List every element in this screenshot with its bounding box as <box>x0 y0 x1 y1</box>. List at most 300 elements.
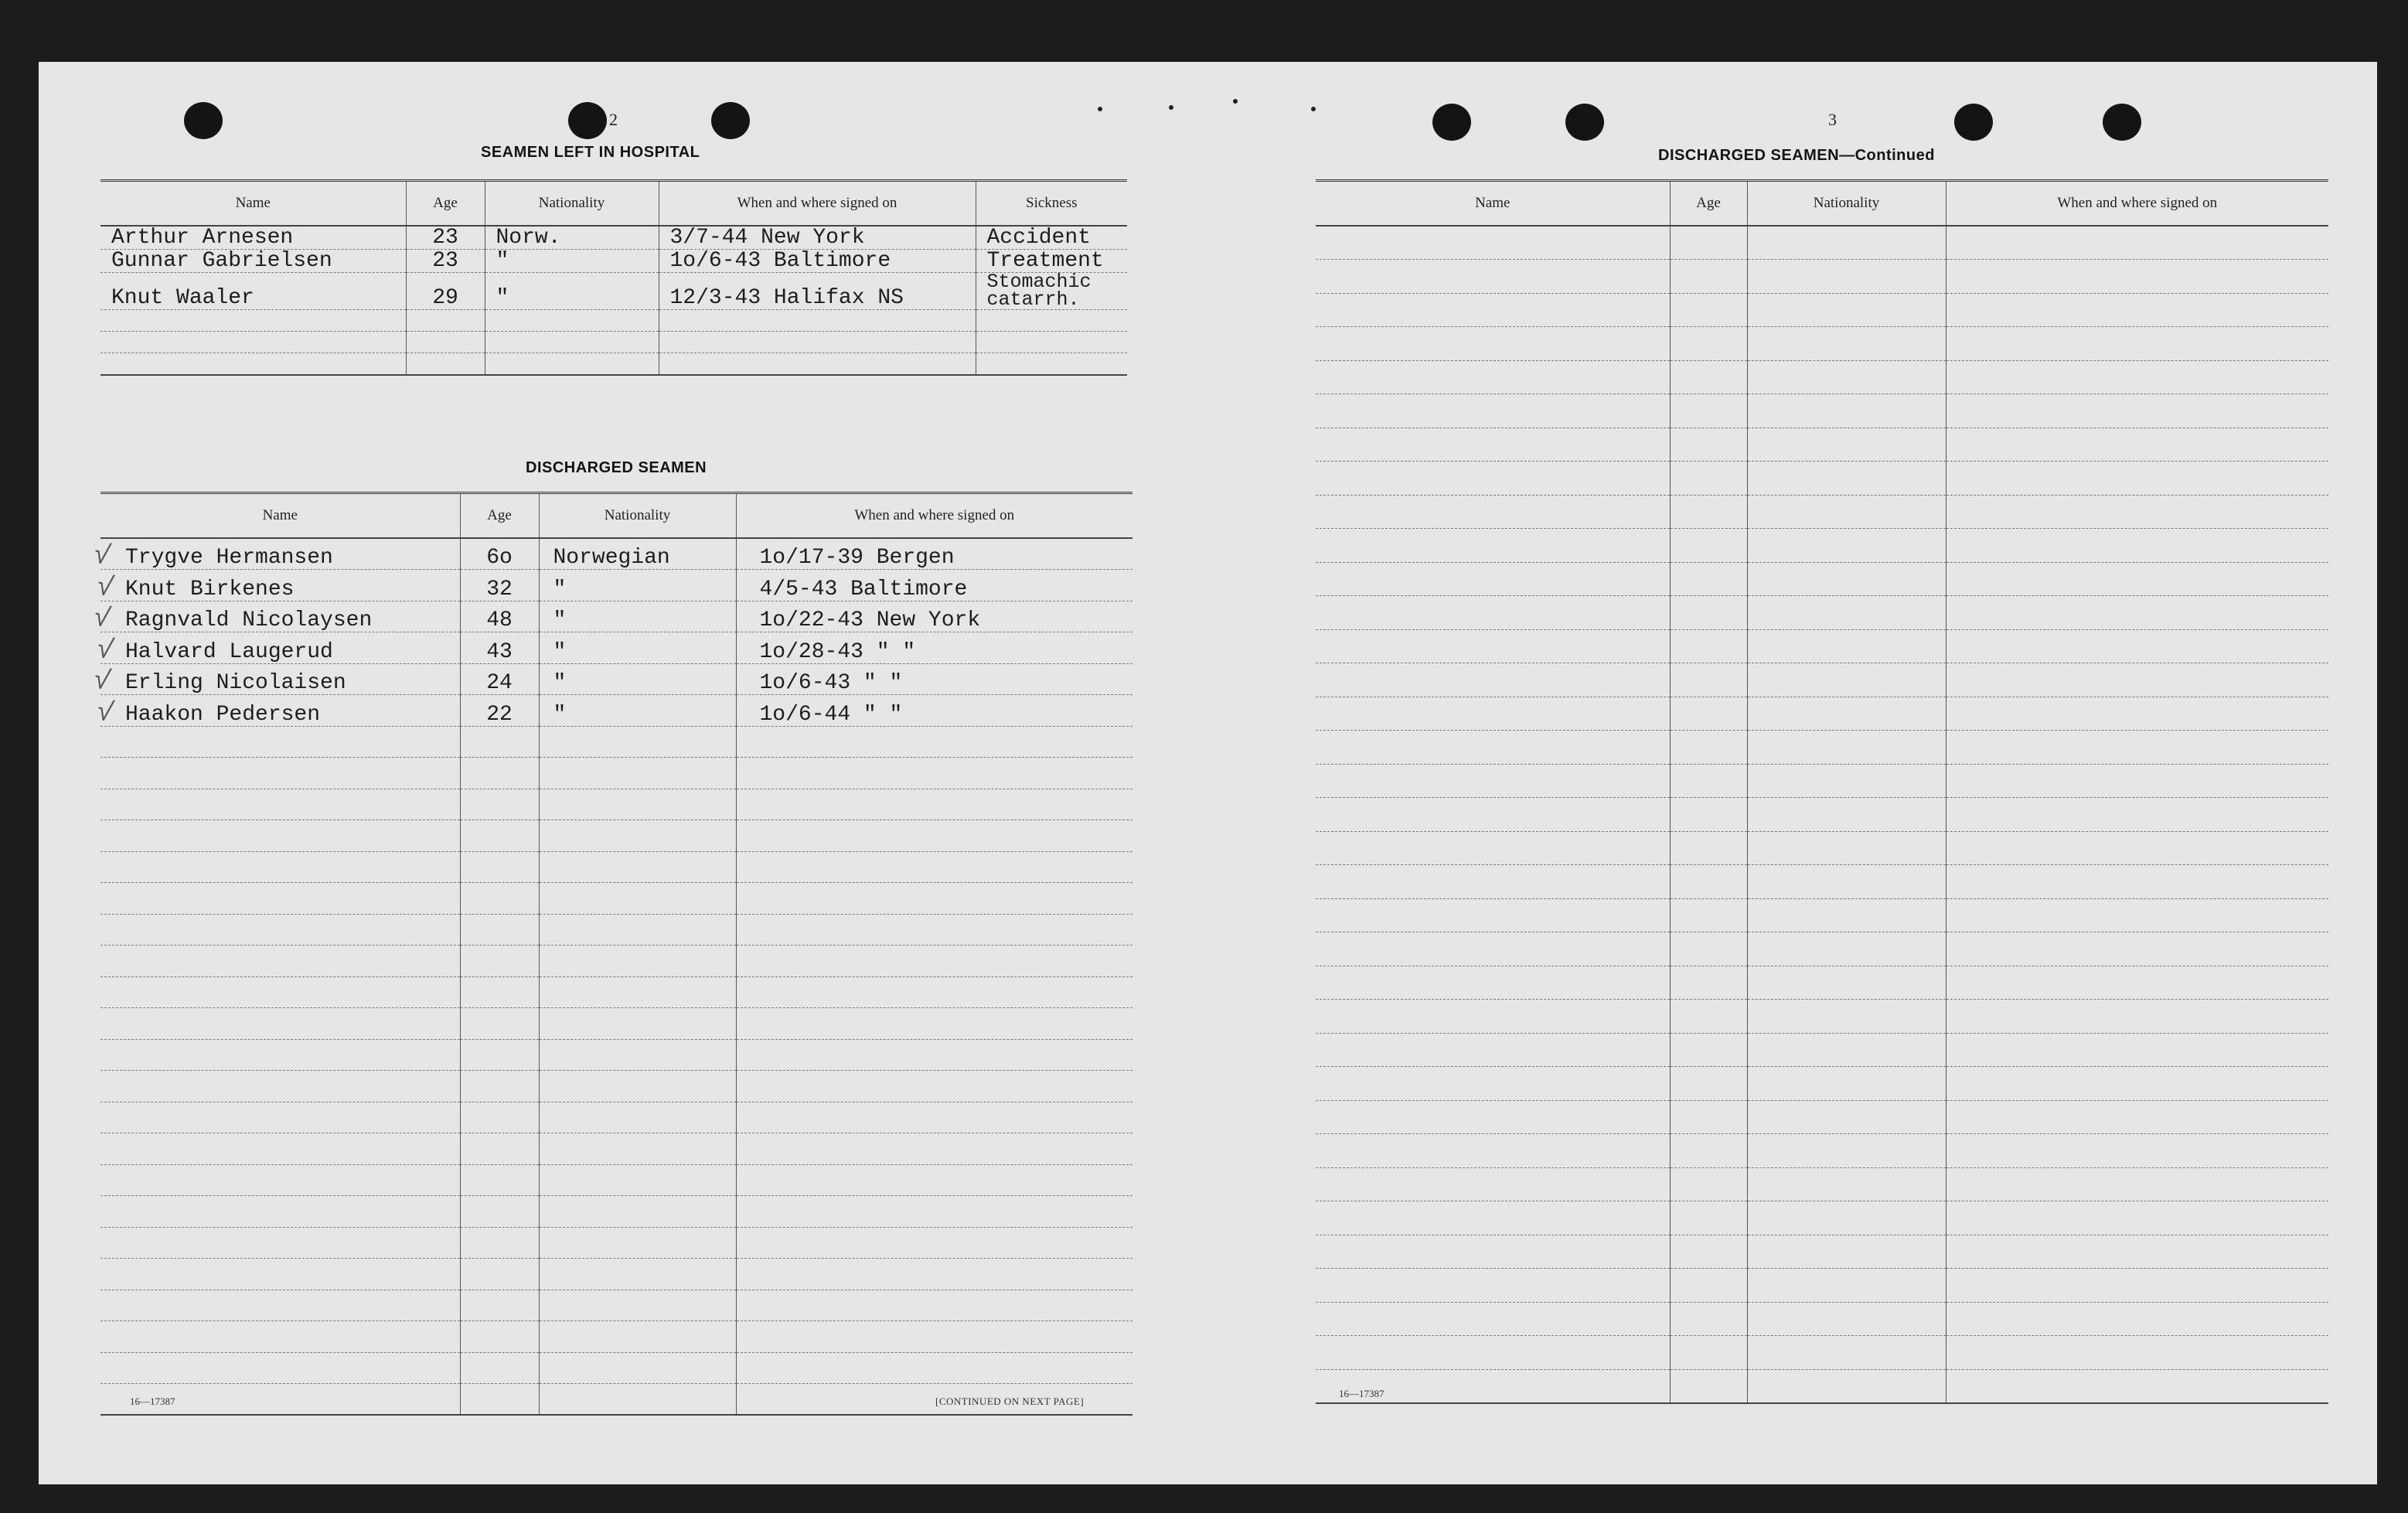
table-row <box>100 1071 1132 1102</box>
table-cell <box>1747 1235 1946 1269</box>
table-cell <box>460 1290 539 1321</box>
table-row <box>1316 898 2328 932</box>
column-header-sickness: Sickness <box>976 181 1127 227</box>
column-header-name: Name <box>100 493 460 539</box>
table-cell <box>460 1071 539 1102</box>
table-cell <box>1316 1100 1670 1134</box>
table-cell <box>1946 1201 2328 1235</box>
table-cell <box>736 1290 1132 1321</box>
table-cell <box>1670 663 1747 697</box>
table-cell <box>736 1164 1132 1196</box>
table-row <box>100 272 1127 310</box>
table-cell <box>460 789 539 820</box>
check-mark: √ <box>91 537 113 571</box>
table-row <box>100 1164 1132 1196</box>
table-cell <box>1316 1033 1670 1067</box>
table-cell <box>1316 226 1670 260</box>
table-cell: " <box>539 632 736 664</box>
table-cell <box>1747 462 1946 496</box>
table-cell <box>1670 562 1747 596</box>
table-cell <box>1747 932 1946 966</box>
table-cell <box>1747 327 1946 361</box>
table-cell <box>460 1196 539 1228</box>
table-cell <box>1747 1000 1946 1034</box>
table-cell <box>460 1039 539 1071</box>
table-cell: Haakon Pedersen <box>100 695 460 727</box>
table-cell <box>1316 1235 1670 1269</box>
table-cell: 3/7-44 New York <box>659 226 976 249</box>
table-cell <box>736 851 1132 883</box>
table-cell <box>1747 1302 1946 1336</box>
table-cell <box>100 1321 460 1353</box>
table-cell <box>1670 1033 1747 1067</box>
table-row <box>1316 1067 2328 1101</box>
table-cell <box>100 1133 460 1165</box>
hospital-table <box>100 179 1127 376</box>
table-cell <box>1670 966 1747 1000</box>
table-cell <box>1316 293 1670 327</box>
table-cell <box>736 883 1132 915</box>
table-cell <box>1946 697 2328 731</box>
table-cell <box>1747 428 1946 462</box>
table-cell: Arthur Arnesen <box>100 226 406 249</box>
table-cell <box>539 1102 736 1133</box>
table-row <box>100 1008 1132 1040</box>
table-cell <box>1670 865 1747 899</box>
table-cell <box>1670 260 1747 294</box>
table-cell <box>1670 629 1747 663</box>
check-mark: √ <box>91 662 113 697</box>
table-cell <box>1316 360 1670 394</box>
table-cell <box>1670 1336 1747 1370</box>
table-cell <box>736 1259 1132 1290</box>
table-cell: Knut Waaler <box>100 272 406 310</box>
punch-hole <box>568 102 607 139</box>
table-cell <box>100 332 406 353</box>
column-header-when-and-where-signed-on: When and where signed on <box>736 493 1132 539</box>
table-cell <box>1316 1067 1670 1101</box>
table-cell <box>460 1384 539 1416</box>
table-cell <box>539 883 736 915</box>
table-cell <box>406 332 485 353</box>
table-cell <box>1747 1269 1946 1303</box>
table-cell <box>1946 1336 2328 1370</box>
table-cell <box>100 726 460 758</box>
table-cell: 22 <box>460 695 539 727</box>
table-cell <box>1747 1201 1946 1235</box>
table-cell <box>1316 764 1670 798</box>
table-cell <box>539 1196 736 1228</box>
table-cell <box>1670 898 1747 932</box>
table-cell <box>1747 731 1946 765</box>
table-cell <box>736 820 1132 852</box>
table-cell <box>736 1352 1132 1384</box>
table-row <box>1316 1201 2328 1235</box>
table-cell <box>1316 663 1670 697</box>
table-row <box>1316 1100 2328 1134</box>
table-cell <box>539 820 736 852</box>
table-cell <box>1316 1000 1670 1034</box>
table-row <box>1316 1000 2328 1034</box>
table-cell <box>100 1196 460 1228</box>
table-cell <box>736 726 1132 758</box>
table-cell <box>1316 327 1670 361</box>
table-cell <box>1316 798 1670 832</box>
table-cell <box>1316 697 1670 731</box>
table-cell <box>1946 360 2328 394</box>
table-row <box>1316 1033 2328 1067</box>
table-row <box>1316 1167 2328 1201</box>
table-cell <box>100 1352 460 1384</box>
table-cell <box>460 726 539 758</box>
table-cell <box>736 1227 1132 1259</box>
column-header-when-and-where-signed-on: When and where signed on <box>1946 181 2328 227</box>
table-cell <box>1747 697 1946 731</box>
table-cell: Norwegian <box>539 538 736 570</box>
table-cell <box>100 976 460 1008</box>
table-cell <box>100 1039 460 1071</box>
table-cell <box>539 1227 736 1259</box>
table-cell <box>100 851 460 883</box>
table-cell <box>1747 764 1946 798</box>
table-cell <box>1670 798 1747 832</box>
column-header-age: Age <box>460 493 539 539</box>
table-row <box>100 1259 1132 1290</box>
table-cell <box>736 914 1132 946</box>
table-cell: 23 <box>406 226 485 249</box>
table-cell <box>100 789 460 820</box>
table-cell <box>1946 1067 2328 1101</box>
table-cell <box>736 946 1132 977</box>
continued-note: [CONTINUED ON NEXT PAGE] <box>935 1395 1085 1407</box>
table-row <box>100 883 1132 915</box>
table-cell <box>539 789 736 820</box>
table-cell <box>736 1071 1132 1102</box>
table-row <box>100 758 1132 789</box>
table-cell <box>1946 562 2328 596</box>
table-cell <box>539 914 736 946</box>
table-cell <box>1316 1302 1670 1336</box>
table-cell <box>1670 360 1747 394</box>
table-cell <box>460 976 539 1008</box>
table-cell <box>1670 596 1747 630</box>
table-cell <box>1316 1167 1670 1201</box>
table-cell <box>100 310 406 332</box>
table-cell <box>539 1133 736 1165</box>
table-cell: " <box>485 272 659 310</box>
page-number: 2 <box>609 110 618 129</box>
table-cell <box>1946 966 2328 1000</box>
table-row <box>100 332 1127 353</box>
table-cell <box>1670 1302 1747 1336</box>
table-cell <box>1747 529 1946 563</box>
table-row <box>100 1290 1132 1321</box>
table-cell: 1o/6-43 Baltimore <box>659 249 976 272</box>
table-cell <box>539 851 736 883</box>
table-cell <box>460 1259 539 1290</box>
table-row <box>1316 1336 2328 1370</box>
table-cell <box>1946 798 2328 832</box>
table-cell <box>485 310 659 332</box>
table-cell <box>460 1133 539 1165</box>
table-cell: Knut Birkenes <box>100 570 460 601</box>
table-cell: 43 <box>460 632 539 664</box>
table-cell <box>539 1321 736 1353</box>
table-cell <box>1670 428 1747 462</box>
table-cell <box>460 1352 539 1384</box>
table-cell <box>1946 428 2328 462</box>
check-mark: √ <box>94 693 116 728</box>
table-cell <box>539 1259 736 1290</box>
table-cell: Ragnvald Nicolaysen <box>100 601 460 632</box>
table-cell <box>100 758 460 789</box>
table-row <box>100 1352 1132 1384</box>
table-cell <box>1316 831 1670 865</box>
table-cell <box>1946 394 2328 428</box>
table-cell <box>1316 495 1670 529</box>
table-row <box>100 946 1132 977</box>
table-cell <box>1316 731 1670 765</box>
table-cell <box>1670 529 1747 563</box>
table-cell <box>539 1039 736 1071</box>
table-row <box>100 1102 1132 1133</box>
table-cell <box>1747 1100 1946 1134</box>
table-cell: Trygve Hermansen <box>100 538 460 570</box>
punch-hole <box>1432 104 1471 141</box>
form-number: 16—17387 <box>1339 1388 1385 1399</box>
table-cell: Erling Nicolaisen <box>100 663 460 695</box>
table-cell <box>100 1102 460 1133</box>
table-cell <box>1946 1000 2328 1034</box>
table-cell <box>1670 394 1747 428</box>
table-cell <box>1670 831 1747 865</box>
table-cell <box>1670 495 1747 529</box>
table-cell <box>460 1321 539 1353</box>
punch-hole <box>711 102 750 139</box>
table-cell <box>1946 663 2328 697</box>
punch-hole <box>184 102 223 139</box>
table-cell <box>1670 1167 1747 1201</box>
table-cell: 1o/28-43 " " <box>736 632 1132 664</box>
table-cell: 23 <box>406 249 485 272</box>
table-cell <box>1670 1134 1747 1168</box>
check-mark: √ <box>91 599 113 634</box>
table-cell <box>1946 731 2328 765</box>
table-cell <box>539 1384 736 1416</box>
table-cell <box>100 1071 460 1102</box>
table-cell <box>1946 865 2328 899</box>
discharged-continued-table <box>1316 179 2328 1404</box>
table-cell <box>1747 1369 1946 1403</box>
table-cell <box>1747 798 1946 832</box>
table-cell <box>736 1196 1132 1228</box>
table-cell <box>1747 1134 1946 1168</box>
column-header-name: Name <box>1316 181 1670 227</box>
page-number: 3 <box>1828 110 1837 129</box>
punch-hole <box>2103 104 2141 141</box>
table-row <box>1316 1235 2328 1269</box>
table-cell <box>460 883 539 915</box>
table-cell <box>460 1227 539 1259</box>
table-cell: 24 <box>460 663 539 695</box>
table-cell: 1o/22-43 New York <box>736 601 1132 632</box>
table-cell <box>100 1008 460 1040</box>
column-header-when-and-where-signed-on: When and where signed on <box>659 181 976 227</box>
table-cell <box>485 353 659 375</box>
table-row <box>1316 293 2328 327</box>
table-row <box>100 570 1132 601</box>
table-cell: Norw. <box>485 226 659 249</box>
table-row <box>1316 764 2328 798</box>
table-cell <box>736 1039 1132 1071</box>
table-cell <box>1747 562 1946 596</box>
table-cell <box>1946 629 2328 663</box>
table-row <box>1316 831 2328 865</box>
hospital-section-title: SEAMEN LEFT IN HOSPITAL <box>481 144 700 161</box>
table-cell: " <box>539 663 736 695</box>
table-cell <box>1946 1100 2328 1134</box>
table-cell <box>539 1008 736 1040</box>
table-cell <box>1316 1269 1670 1303</box>
table-cell <box>1747 394 1946 428</box>
table-cell <box>539 726 736 758</box>
table-cell <box>1316 932 1670 966</box>
table-row <box>1316 1302 2328 1336</box>
table-cell <box>1316 865 1670 899</box>
table-cell: 4/5-43 Baltimore <box>736 570 1132 601</box>
table-cell <box>539 1071 736 1102</box>
table-cell <box>539 758 736 789</box>
form-number: 16—17387 <box>130 1395 175 1407</box>
table-cell <box>1670 327 1747 361</box>
table-cell: 48 <box>460 601 539 632</box>
table-row <box>1316 428 2328 462</box>
table-cell <box>1316 260 1670 294</box>
table-row <box>100 820 1132 852</box>
table-cell <box>1670 1235 1747 1269</box>
table-cell <box>539 1352 736 1384</box>
table-cell <box>460 820 539 852</box>
table-cell <box>100 353 406 375</box>
table-cell: Stomachic catarrh. <box>976 272 1127 310</box>
table-cell <box>1670 226 1747 260</box>
punch-hole <box>1954 104 1993 141</box>
table-row <box>1316 1269 2328 1303</box>
column-header-age: Age <box>1670 181 1747 227</box>
table-cell <box>736 1008 1132 1040</box>
table-cell <box>1747 293 1946 327</box>
table-row <box>1316 697 2328 731</box>
table-row <box>100 789 1132 820</box>
table-cell: 1o/6-43 " " <box>736 663 1132 695</box>
table-cell <box>100 820 460 852</box>
table-cell: 1o/6-44 " " <box>736 695 1132 727</box>
table-cell <box>1670 293 1747 327</box>
table-cell: 12/3-43 Halifax NS <box>659 272 976 310</box>
table-cell <box>1946 1033 2328 1067</box>
table-cell <box>1747 596 1946 630</box>
table-cell <box>1670 731 1747 765</box>
table-cell: Gunnar Gabrielsen <box>100 249 406 272</box>
table-cell <box>736 976 1132 1008</box>
table-cell <box>1946 764 2328 798</box>
table-row <box>1316 629 2328 663</box>
table-cell <box>460 1008 539 1040</box>
table-row <box>1316 731 2328 765</box>
table-cell <box>1670 1100 1747 1134</box>
table-cell <box>460 1102 539 1133</box>
table-cell <box>736 1321 1132 1353</box>
table-cell <box>539 976 736 1008</box>
table-row <box>1316 966 2328 1000</box>
table-cell <box>1946 1302 2328 1336</box>
table-cell <box>1946 260 2328 294</box>
table-cell <box>1946 831 2328 865</box>
table-cell <box>1670 1067 1747 1101</box>
column-header-age: Age <box>406 181 485 227</box>
table-cell <box>1316 1134 1670 1168</box>
table-row <box>100 1039 1132 1071</box>
table-cell <box>1946 1269 2328 1303</box>
table-cell <box>1670 462 1747 496</box>
table-cell <box>1747 966 1946 1000</box>
table-row <box>1316 529 2328 563</box>
table-row <box>100 976 1132 1008</box>
table-cell <box>976 353 1127 375</box>
table-cell <box>1316 562 1670 596</box>
table-row <box>1316 327 2328 361</box>
table-row <box>100 601 1132 632</box>
table-row <box>1316 462 2328 496</box>
table-cell <box>1316 394 1670 428</box>
table-cell <box>1670 1369 1747 1403</box>
table-row <box>1316 562 2328 596</box>
table-row <box>1316 394 2328 428</box>
table-cell <box>1747 360 1946 394</box>
discharged-table <box>100 492 1132 1416</box>
table-row <box>100 310 1127 332</box>
speck <box>1311 107 1316 111</box>
table-row <box>1316 1134 2328 1168</box>
table-row <box>100 1196 1132 1228</box>
table-cell <box>100 914 460 946</box>
column-header-name: Name <box>100 181 406 227</box>
table-cell <box>1670 1000 1747 1034</box>
table-cell <box>1946 327 2328 361</box>
table-cell <box>100 1164 460 1196</box>
table-cell <box>1747 629 1946 663</box>
table-cell: " <box>539 695 736 727</box>
table-cell <box>100 1259 460 1290</box>
table-cell <box>1316 529 1670 563</box>
speck <box>1098 107 1102 111</box>
table-cell <box>1946 293 2328 327</box>
table-cell <box>1946 1235 2328 1269</box>
table-cell <box>1316 629 1670 663</box>
table-row <box>1316 360 2328 394</box>
table-row <box>100 1133 1132 1165</box>
continued-section-title: DISCHARGED SEAMEN—Continued <box>1658 147 1935 164</box>
column-header-nationality: Nationality <box>485 181 659 227</box>
table-cell <box>100 946 460 977</box>
check-mark: √ <box>94 567 116 603</box>
table-cell <box>1670 1269 1747 1303</box>
table-cell <box>460 758 539 789</box>
right-page <box>1214 62 2377 1484</box>
table-row <box>100 249 1127 272</box>
table-cell <box>1946 596 2328 630</box>
table-cell <box>1316 966 1670 1000</box>
